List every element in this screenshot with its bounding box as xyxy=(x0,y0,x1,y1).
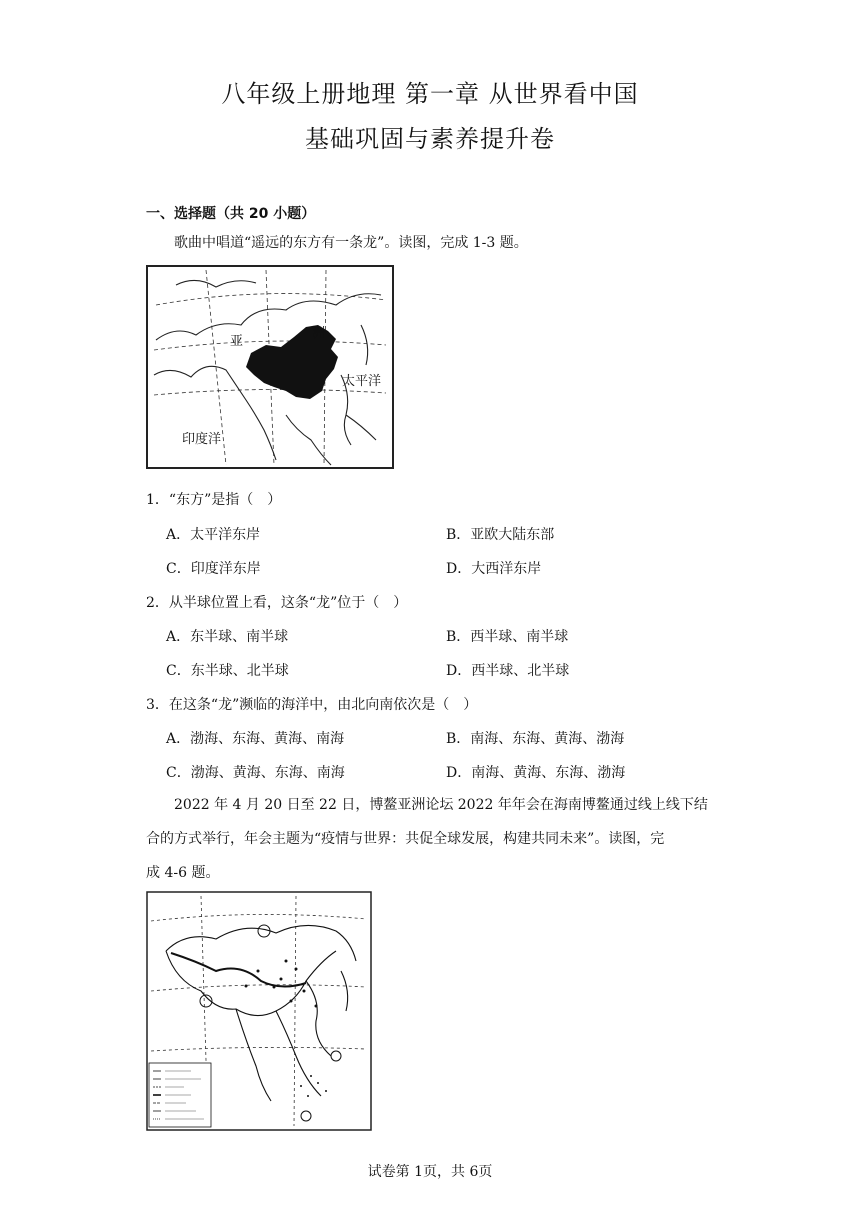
label-continent: 洲 xyxy=(312,326,326,341)
question-3-option-b[interactable]: B．南海、东海、黄海、渤海 xyxy=(446,731,625,747)
exam-title: 八年级上册地理 第一章 从世界看中国 xyxy=(221,80,639,108)
intro-paragraph-2-line-1: 2022 年 4 月 20 日至 22 日，博鳌亚洲论坛 2022 年年会在海南博鳌通过线上线下结 xyxy=(174,797,708,813)
question-2-option-d[interactable]: D．西半球、北半球 xyxy=(446,663,570,679)
question-3-option-a[interactable]: A．渤海、东海、黄海、南海 xyxy=(166,731,345,747)
section-heading: 一、选择题（共 20 小题） xyxy=(146,206,316,222)
question-3-stem: 3．在这条“龙”濒临的海洋中，由北向南依次是（ ） xyxy=(146,697,478,713)
question-2-option-a[interactable]: A．东半球、南半球 xyxy=(166,629,289,645)
intro-paragraph-2-line-3: 成 4-6 题。 xyxy=(146,865,220,881)
intro-paragraph-2-line-2: 合的方式举行，年会主题为“疫情与世界：共促全球发展，构建共同未来”。读图，完 xyxy=(146,831,665,847)
question-2-option-b[interactable]: B．西半球、南半球 xyxy=(446,629,569,645)
asia-political-map xyxy=(146,891,372,1131)
question-1-option-b[interactable]: B．亚欧大陆东部 xyxy=(446,527,555,543)
question-1-stem: 1．“东方”是指（ ） xyxy=(146,492,282,508)
exam-subtitle: 基础巩固与素养提升卷 xyxy=(305,125,555,153)
question-2-option-c[interactable]: C．东半球、北半球 xyxy=(166,663,289,679)
question-1-option-c[interactable]: C．印度洋东岸 xyxy=(166,561,261,577)
label-pacific: 太平洋 xyxy=(342,374,382,389)
label-indian: 印度洋 xyxy=(182,432,222,447)
intro-paragraph-1: 歌曲中唱道“遥远的东方有一条龙”。读图，完成 1-3 题。 xyxy=(174,235,528,251)
question-1-option-a[interactable]: A．太平洋东岸 xyxy=(166,527,261,543)
question-2-stem: 2．从半球位置上看，这条“龙”位于（ ） xyxy=(146,595,408,611)
china-location-map xyxy=(146,265,394,469)
question-3-option-c[interactable]: C．渤海、黄海、东海、南海 xyxy=(166,765,345,781)
label-asia: 亚 xyxy=(230,334,244,349)
page-footer: 试卷第 1页，共 6页 xyxy=(367,1164,493,1180)
question-3-option-d[interactable]: D．南海、黄海、东海、渤海 xyxy=(446,765,626,781)
question-1-option-d[interactable]: D．大西洋东岸 xyxy=(446,561,542,577)
